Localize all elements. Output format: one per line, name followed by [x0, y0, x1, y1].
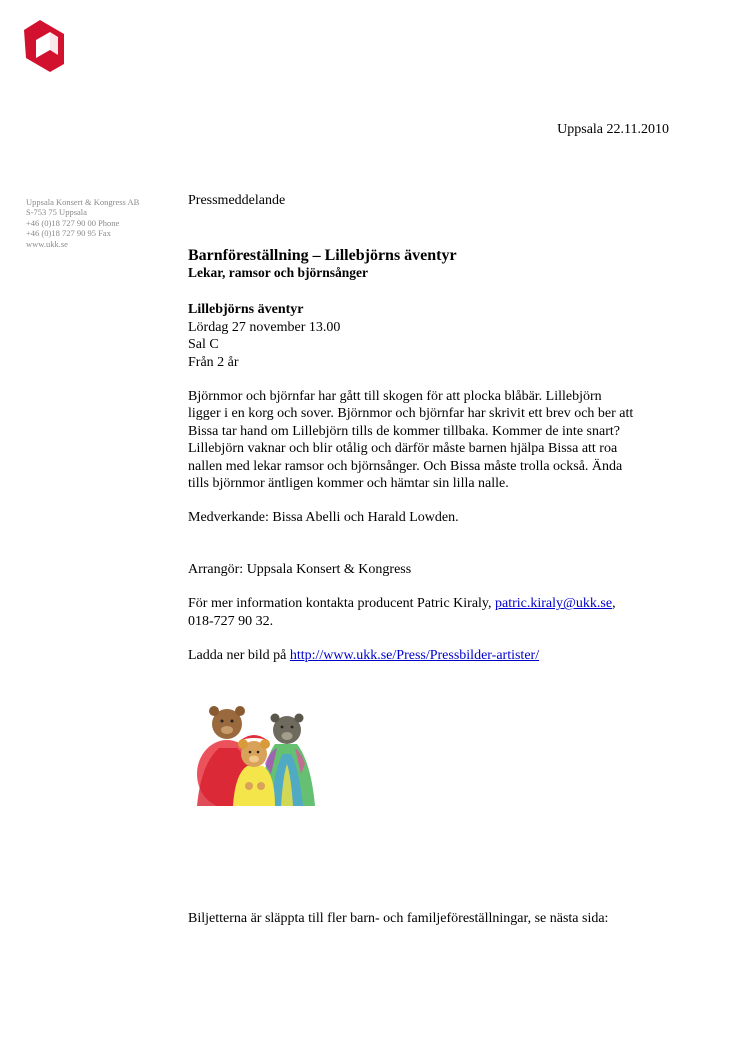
sender-address: S-753 75 Uppsala — [26, 207, 87, 218]
event-title: Lillebjörns äventyr — [188, 302, 304, 318]
body-line: tills björnmor äntligen kommer och hämtar sin lilla nalle. — [188, 476, 509, 492]
download-text: Ladda ner bild på — [188, 648, 290, 664]
body-line: Bissa tar hand om Lillebjörn tills de kommer tillbaka. Kommer de inte snart? — [188, 423, 620, 439]
sender-company: Uppsala Konsert & Kongress AB — [26, 197, 140, 207]
body-paragraph — [188, 388, 688, 492]
organizer: Arrangör: Uppsala Konsert & Kongress — [188, 561, 412, 577]
sender-web: www.ukk.se — [26, 238, 68, 249]
bears-illustration — [191, 704, 317, 806]
contact-email-link[interactable]: patric.kiraly@ukk.se — [495, 596, 613, 612]
participants: Medverkande: Bissa Abelli och Harald Lowden. — [188, 510, 459, 526]
body-line: Björnmor och björnfar har gått till skogen för att plocka blåbär. Lillebjörn — [188, 389, 602, 405]
contact-line — [188, 595, 688, 612]
contact-text: För mer information kontakta producent Patric Kiraly, — [188, 596, 496, 612]
download-line — [188, 647, 688, 664]
download-link[interactable]: http://www.ukk.se/Press/Pressbilder-artister/ — [289, 648, 540, 664]
event-age: Från 2 år — [188, 354, 239, 370]
footer-text: Biljetterna är släppta till fler barn- och familjeföreställningar, se nästa sida: — [188, 911, 609, 926]
sender-block — [26, 197, 139, 249]
body-line: nallen med lekar ramsor och björnsånger. Och Bissa måste trolla också. Ända — [188, 458, 623, 474]
date-line: Uppsala 22.11.2010 — [557, 122, 669, 137]
event-venue: Sal C — [188, 337, 219, 353]
contact-phone: 018-727 90 32. — [188, 613, 274, 629]
event-date: Lördag 27 november 13.00 — [188, 319, 341, 335]
sender-fax: +46 (0)18 727 90 95 Fax — [26, 228, 111, 239]
main-content — [188, 192, 688, 665]
doc-type: Pressmeddelande — [188, 193, 286, 208]
body-line: ligger i en korg och sover. Björnmor och björnfar har skrivit ett brev och ber att — [188, 406, 634, 422]
headline: Barnföreställning – Lillebjörns äventyr — [188, 247, 457, 265]
ukk-logo-icon — [24, 20, 64, 72]
sender-phone: +46 (0)18 727 90 00 Phone — [26, 217, 120, 228]
body-line: Lillebjörn vaknar och blir otålig och därför måste barnen hjälpa Bissa att roa — [188, 441, 618, 457]
subheadline: Lekar, ramsor och björnsånger — [188, 265, 368, 281]
contact-comma: , — [612, 596, 616, 612]
